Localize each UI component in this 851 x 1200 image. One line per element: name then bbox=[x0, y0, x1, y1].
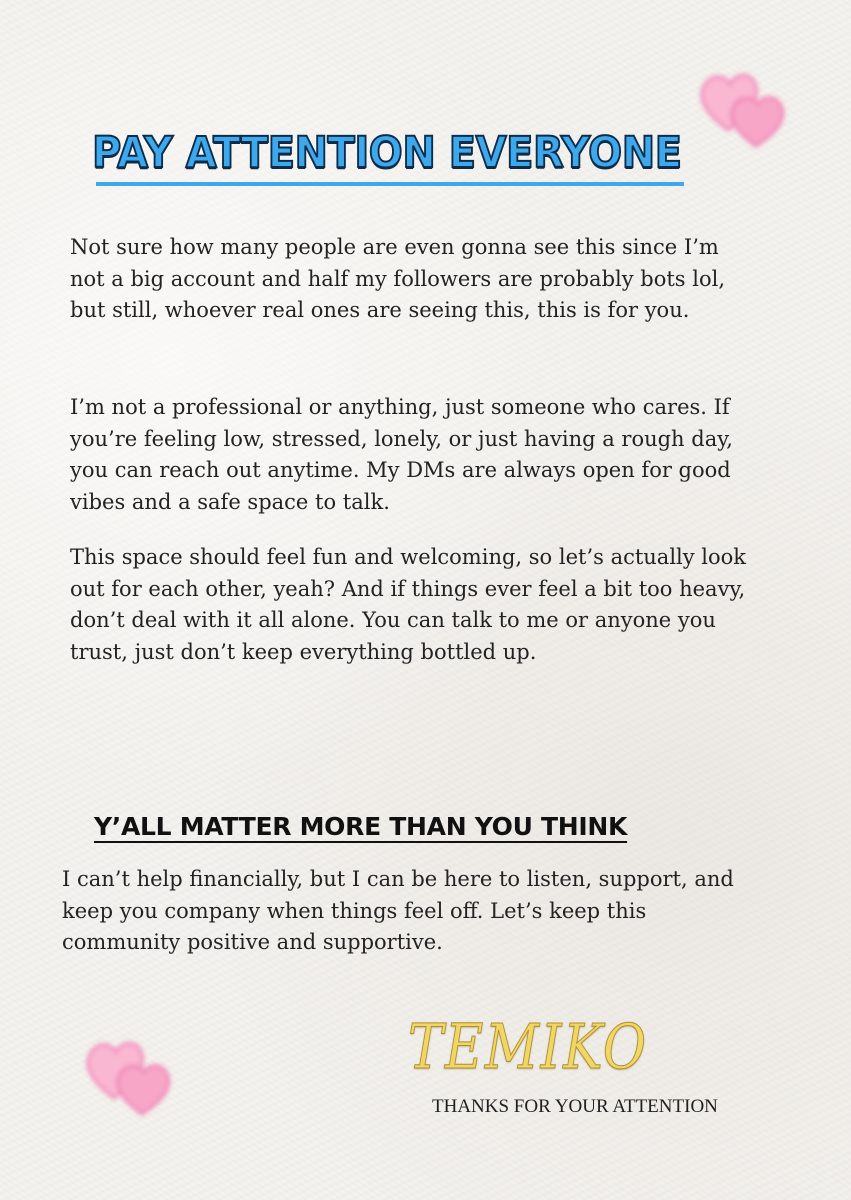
paragraph-closing: I can’t help financially, but I can be here to listen, support, and keep you company when things feel off. Let’s keep this community positive and supportive. bbox=[62, 867, 734, 954]
page-title: PAY ATTENTION EVERYONE bbox=[92, 128, 682, 178]
paragraph-support: I’m not a professional or anything, just someone who cares. If you’re feeling low, stressed, lonely, or just having a rough day, you can reach out anytime. My DMs are always open for good vibes and a safe space to talk. bbox=[70, 395, 733, 514]
paragraph-community: This space should feel fun and welcoming, so let’s actually look out for each other, yeah? And if things ever feel a bit too heavy, don’t deal with it all alone. You can talk to me or anyone you trust, just don’t keep everything bottled up. bbox=[70, 545, 747, 664]
paragraph-intro: Not sure how many people are even gonna see this since I’m not a big account and half my followers are probably bots lol, but still, whoever real ones are seeing this, this is for you. bbox=[70, 235, 725, 322]
thanks-note: THANKS FOR YOUR ATTENTION bbox=[432, 1096, 718, 1117]
hearts-icon bbox=[694, 60, 794, 150]
signature: TEMIKO bbox=[408, 1010, 648, 1083]
section-heading: Y’ALL MATTER MORE THAN YOU THINK bbox=[94, 812, 628, 841]
hearts-icon bbox=[80, 1028, 180, 1118]
title-underline bbox=[96, 182, 684, 186]
